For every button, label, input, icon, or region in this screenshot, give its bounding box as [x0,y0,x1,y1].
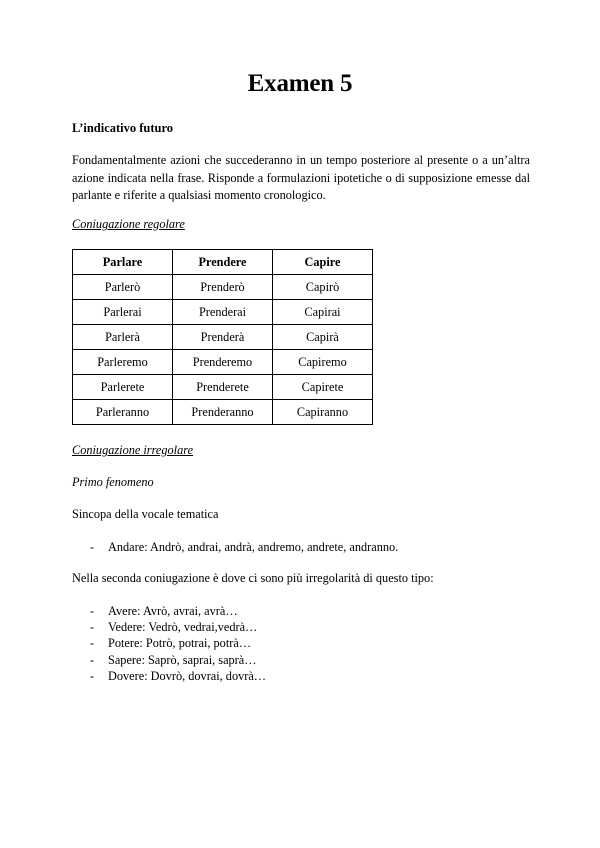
table-cell: Prenderanno [173,400,273,425]
sincopa-text: Sincopa della vocale tematica [72,507,219,521]
dash-bullet: - [90,540,95,554]
table-cell: Capiranno [273,400,373,425]
dash-bullet: - [90,652,95,667]
table-cell: Parlerà [73,325,173,350]
list-item-text: Potere: Potrò, potrai, potrà… [108,636,252,651]
table-cell: Capirà [273,325,373,350]
table-cell: Capirò [273,275,373,300]
list-item [72,603,266,619]
table-cell: Parleranno [73,400,173,425]
list-item-text: Vedere: Vedrò, vedrai,vedrà… [108,620,258,635]
list-item [72,635,266,651]
seconda-intro-text: Nella seconda coniugazione è dove ci sono più irregolarità di questo tipo: [72,571,434,585]
seconda-list [72,603,266,684]
table-cell: Capirete [273,375,373,400]
table-cell: Prenderai [173,300,273,325]
primo-fenomeno-label: Primo fenomeno [72,475,154,489]
list-item [72,652,266,668]
table-header-row [73,250,373,275]
table-cell: Parlerò [73,275,173,300]
table-header-cell: Parlare [73,250,173,275]
list-item-text: Avere: Avrò, avrai, avrà… [108,604,238,618]
section-heading: L’indicativo futuro [72,121,174,135]
list-item-text: Andare: Andrò, andrai, andrà, andremo, andrete, andranno. [108,540,399,554]
table-row [73,300,373,325]
list-item-text: Sapere: Saprò, saprai, saprà… [108,652,257,667]
dash-bullet: - [90,604,95,618]
dash-bullet: - [90,668,95,683]
table-row [73,375,373,400]
andare-list [72,539,398,555]
irregular-conjugation-label: Coniugazione irregolare [72,443,194,457]
table-cell: Capiremo [273,350,373,375]
conjugation-table [72,249,373,425]
regular-conjugation-label: Coniugazione regolare [72,217,185,231]
table-cell: Parleremo [73,350,173,375]
table-row [73,350,373,375]
table-header-cell: Prendere [173,250,273,275]
table-cell: Prenderò [173,275,273,300]
table-row [73,275,373,300]
table-cell: Parlerete [73,375,173,400]
document-title: Examen 5 [247,70,353,97]
intro-paragraph: Fondamentalmente azioni che succederanno in un tempo posteriore al presente o a un’altra azione indicata nella frase. Risponde a formulazioni ipotetiche o di supposizione emesse dal parlante e riferite a qualsiasi momento cronologico. [72,153,530,202]
list-item [72,668,266,684]
list-item [72,539,398,555]
table-cell: Prenderete [173,375,273,400]
table-cell: Parlerai [73,300,173,325]
table-row [73,325,373,350]
dash-bullet: - [90,620,95,635]
table-row [73,400,373,425]
table-cell: Capirai [273,300,373,325]
list-item [72,619,266,635]
table-header-cell: Capire [273,250,373,275]
list-item-text: Dovere: Dovrò, dovrai, dovrà… [108,668,267,683]
dash-bullet: - [90,636,95,651]
table-cell: Prenderemo [173,350,273,375]
table-cell: Prenderà [173,325,273,350]
